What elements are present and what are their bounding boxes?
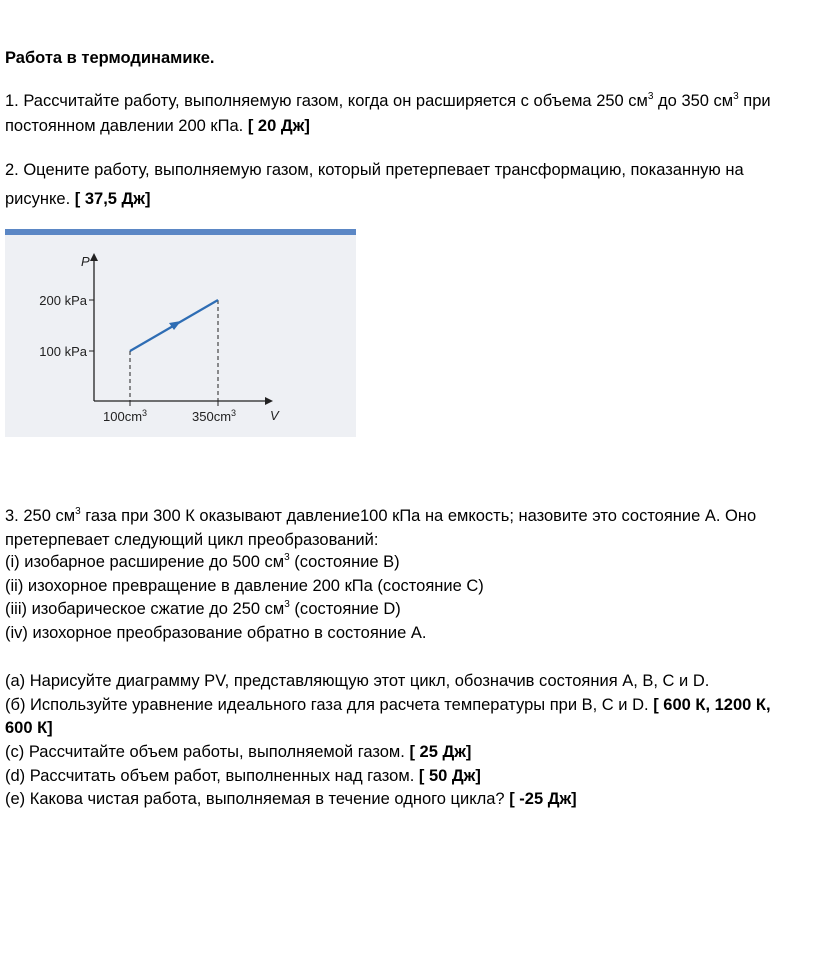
y-tick-label-200: 200 kPa: [39, 293, 87, 308]
problem-3-line-2: претерпевает следующий цикл преобразований:: [5, 531, 379, 549]
problem-2-text: рисунке.: [5, 190, 75, 208]
problem-2-answer: [ 37,5 Дж]: [74, 190, 151, 208]
pv-diagram-figure: [5, 229, 356, 437]
problem-1-text-c: при: [738, 92, 771, 110]
step-iii-text-b: (состояние D): [289, 600, 401, 618]
x-tick-label-350: $350cm^3$: [192, 408, 237, 424]
question-d-text: (d) Рассчитать объем работ, выполненных над газом.: [5, 767, 419, 785]
problem-1-text-a: 1. Рассчитайте работу, выполняемую газом, когда он расширяется с объема 250 см: [5, 92, 648, 110]
problem-3-step-iii: [5, 598, 401, 620]
question-b-answer-2: 600 К]: [5, 719, 53, 737]
step-i-text-a: (i) изобарное расширение до 500 см: [5, 553, 285, 571]
step-iii-text-a: (iii) изобарическое сжатие до 250 см: [5, 600, 285, 618]
x-tick-label-100: $100cm^3$: [103, 408, 148, 424]
problem-2-line-2: [5, 188, 151, 210]
question-d: [5, 765, 481, 787]
question-a: (а) Нарисуйте диаграмму PV, представляющую этот цикл, обозначив состояния A, B, C и D.: [5, 672, 710, 690]
problem-1-line-1: [5, 90, 771, 112]
superscript-3: 3: [733, 91, 739, 102]
problem-3-text-a: 3. 250 см: [5, 507, 76, 525]
superscript-3: 3: [647, 91, 654, 102]
question-c-answer: [ 25 Дж]: [409, 743, 472, 761]
problem-3-line-1: [5, 505, 756, 527]
question-e: [5, 788, 577, 810]
question-e-text: (e) Какова чистая работа, выполняемая в течение одного цикла?: [5, 790, 510, 808]
problem-1-text-d: постоянном давлении 200 кПа.: [5, 117, 248, 135]
p-axis-label: P: [81, 254, 90, 269]
process-direction-arrow-icon: [169, 321, 181, 330]
question-b-answer-1: [ 600 К, 1200 К,: [653, 696, 771, 714]
problem-1-answer: [ 20 Дж]: [247, 117, 310, 135]
problem-2-line-1: 2. Оцените работу, выполняемую газом, который претерпевает трансформацию, показанную на: [5, 161, 744, 179]
problem-1-line-2: [5, 115, 310, 137]
question-c: [5, 741, 471, 763]
superscript-3: 3: [284, 552, 290, 563]
superscript-3: 3: [75, 506, 81, 517]
problem-3-text-b: газа при 300 К оказывают давление100 кПа на емкость; назовите это состояние А. Оно: [80, 507, 757, 525]
pv-diagram: [5, 229, 356, 437]
y-tick-label-100: 100 kPa: [39, 344, 87, 359]
problem-3-step-ii: (ii) изохорное превращение в давление 200 кПа (состояние C): [5, 577, 484, 595]
v-axis-label: V: [270, 408, 279, 423]
v-axis-arrow-icon: [265, 397, 273, 405]
question-b: [5, 694, 771, 716]
superscript-3: 3: [284, 599, 290, 610]
problem-1-text-b: до 350 см: [653, 92, 734, 110]
problem-3-step-iv: (iv) изохорное преобразование обратно в состояние А.: [5, 624, 427, 642]
problem-3-step-i: [5, 551, 400, 573]
question-e-answer: [ -25 Дж]: [509, 790, 577, 808]
page-title: Работа в термодинамике.: [5, 49, 215, 67]
p-axis-arrow-icon: [90, 253, 98, 261]
question-b-text: (б) Используйте уравнение идеального газа для расчета температуры при B, C и D.: [5, 696, 654, 714]
question-d-answer: [ 50 Дж]: [418, 767, 481, 785]
question-c-text: (c) Рассчитайте объем работы, выполняемой газом.: [5, 743, 410, 761]
step-i-text-b: (состояние B): [289, 553, 400, 571]
